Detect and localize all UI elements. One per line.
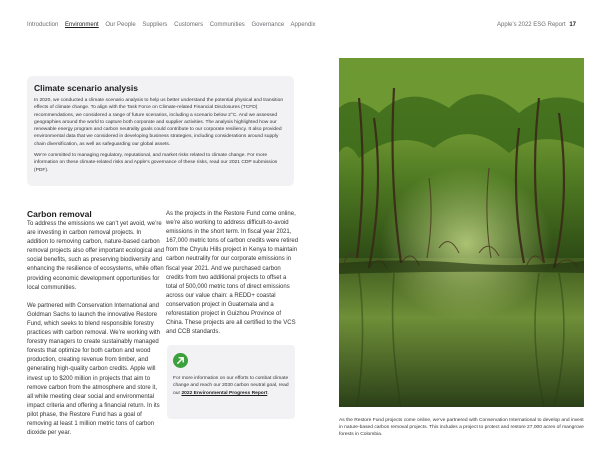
page-number: 17 (569, 22, 576, 28)
mangrove-forest-photo (339, 58, 584, 407)
callout-paragraph-1: In 2020, we conducted a climate scenario analysis to help us better understand the potential physical and transition effects of climate change. To align with the Task Force on Climate-related Financial Disclosures (TCFD) recommendations, we considered a range of future scenarios, including a scenario below 2°C. And we assessed geographies around the world to capture both corporate and supplier activities. The analysis highlighted how our renewable energy program and carbon neutrality goals could contribute to our corporate resiliency. It also provided environmental data that we considered in developing business strategies, including considerations around supply chain diversification, as well as safeguarding our global assets. (34, 98, 284, 147)
carbon-removal-paragraph-1: To address the emissions we can’t yet avoid, we’re are investing in carbon removal projects. In addition to removing carbon, nature-based carbon removal projects also offer important ecological and social benefits, such as preserving biodiversity and enhancing the resilience of ecosystems, while often providing economic development opportunities for local communities. (27, 221, 164, 291)
nav-communities[interactable]: Communities (209, 22, 245, 28)
environmental-report-promo (167, 345, 295, 419)
nav-customers[interactable]: Customers (174, 22, 204, 28)
promo-text-block (173, 375, 289, 397)
arrow-up-right-icon[interactable] (173, 353, 188, 368)
photo-caption: As the Restore Fund projects come online, we’ve partnered with Conservation International to develop and invest in nature-based carbon removal projects. This includes a project to protect and restore 27,000 acres of mangrove forests in Colombia. (339, 418, 584, 438)
nav-our-people[interactable]: Our People (105, 22, 136, 28)
callout-paragraph-2: We’re committed to managing regulatory, reputational, and market risks related to climate change. For more information on these climate-related risks and Apple’s governance of these risks, read our 2021 CDP submission (PDF). (34, 153, 278, 173)
promo-text: For more information on our efforts to combat climate change and reach our 2030 carbon neutral goal, read our (173, 376, 289, 396)
offsets-column (166, 210, 299, 346)
climate-scenario-callout (27, 76, 294, 186)
nav-introduction[interactable]: Introduction (27, 22, 59, 28)
nav-governance[interactable]: Governance (251, 22, 285, 28)
nav-suppliers[interactable]: Suppliers (142, 22, 168, 28)
report-header (497, 22, 576, 28)
offsets-paragraph: As the projects in the Restore Fund come online, we’re also working to address difficult-to-avoid emissions in the short term. In fiscal year 2021, 167,000 metric tons of carbon credits were retired from the Chyulu Hills project in Kenya to maintain carbon neutrality for our corporate emissions in fiscal year 2021. And we purchased carbon credits from two additional projects to offset a total of 500,000 metric tons of direct emissions across our value chain: a REDD+ coastal conservation project in Guatemala and a reforestation project in Guizhou Province of China. These projects are all certified to the VCS and CCB standards. (166, 211, 299, 336)
top-navigation (27, 22, 576, 28)
report-title: Apple’s 2022 ESG Report (497, 22, 566, 28)
callout-title: Climate scenario analysis (34, 83, 138, 93)
nav-environment[interactable]: Environment (65, 22, 99, 28)
carbon-removal-paragraph-2: We partnered with Conservation International and Goldman Sachs to launch the innovative Restore Fund, which seeks to blend responsible forestry practices with carbon removal. We’re working with forestry managers to create sustainably managed forests that optimize for both carbon and wood production, creating revenue from timber, and generating high-quality carbon credits. Apple will invest up to $200 million in projects that aim to remove carbon from the atmosphere and store it, all while meeting clear social and environmental impact criteria and offering a financial return. In its pilot phase, the Restore Fund has a goal of removing at least 1 million metric tons of carbon dioxide per year. (27, 302, 160, 437)
environmental-progress-report-link[interactable]: 2022 Environmental Progress Report (181, 390, 268, 396)
carbon-removal-column (27, 209, 164, 447)
nav-appendix[interactable]: Appendix (290, 22, 316, 28)
carbon-removal-heading: Carbon removal (27, 209, 92, 219)
promo-suffix: . (267, 390, 269, 396)
